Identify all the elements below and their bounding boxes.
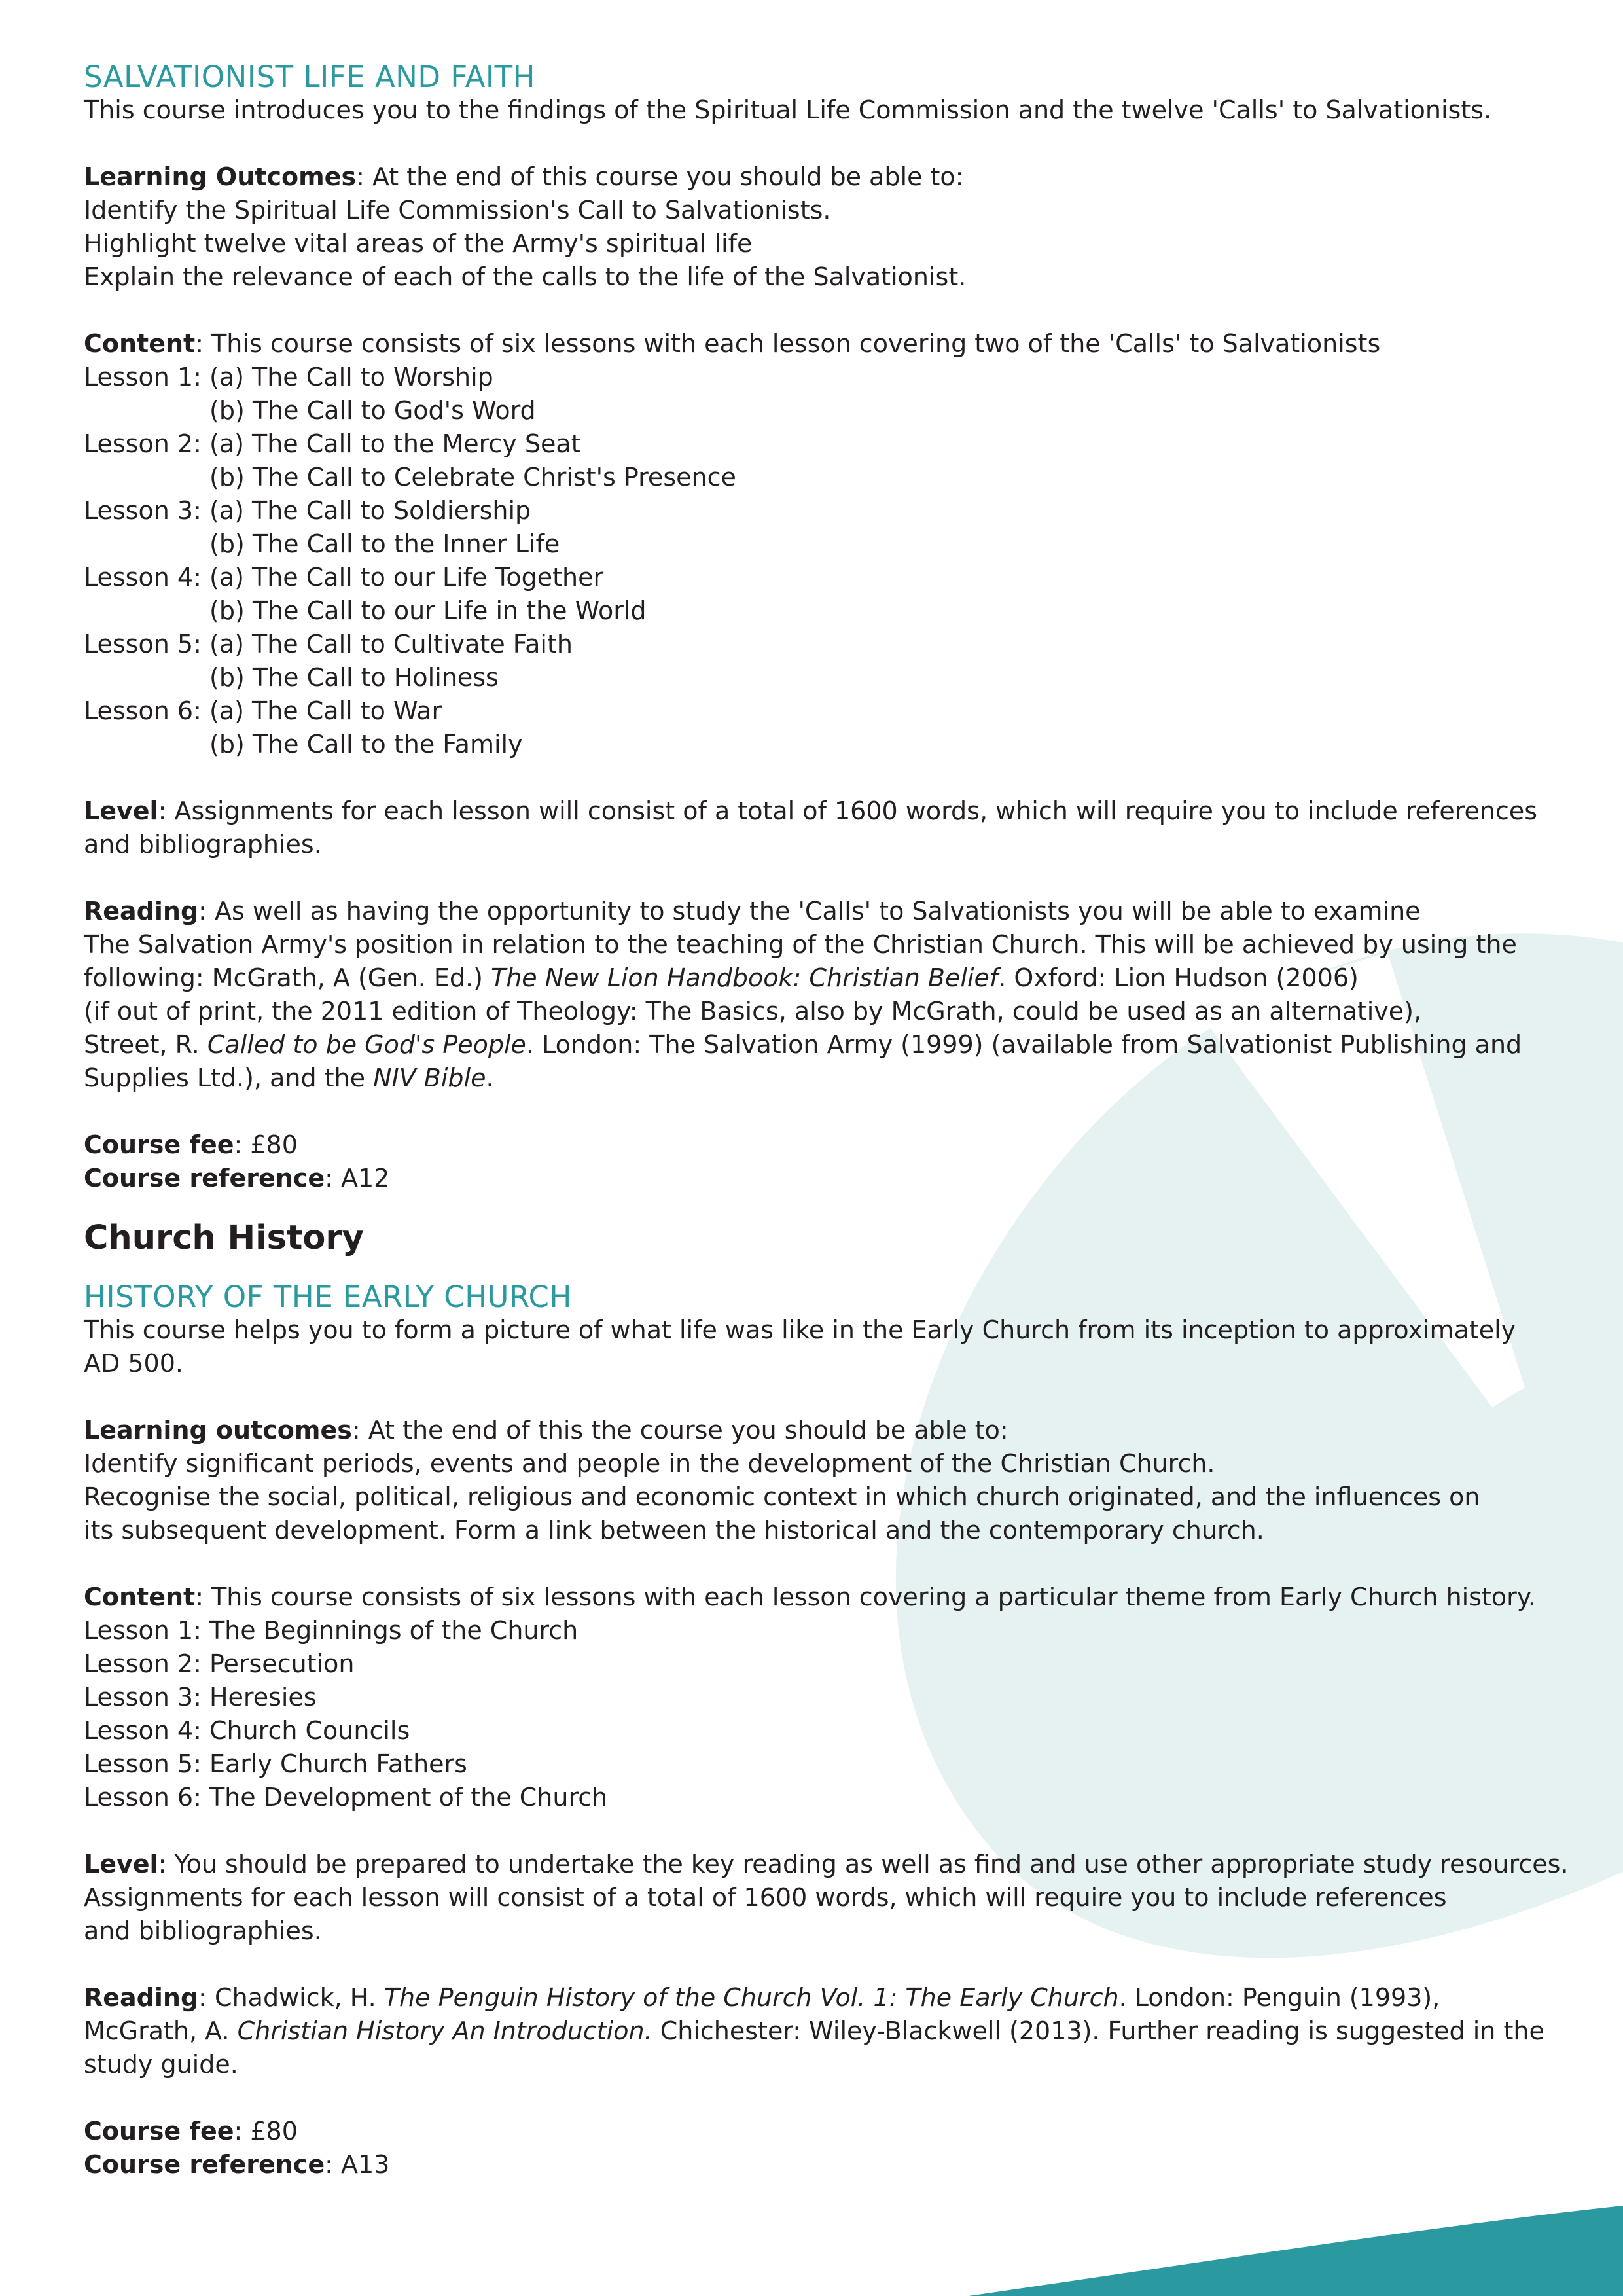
lesson-call-a: (a) The Call to War	[209, 696, 442, 725]
lesson-item: Lesson 4: Church Councils	[84, 1716, 410, 1745]
document-body	[84, 60, 1569, 2181]
lesson-label: Lesson 2:	[84, 429, 202, 458]
lesson-row	[84, 561, 1556, 628]
reading-line: Street, R. Called to be God's People. London: The Salvation Army (1999) (available from Salvationist Publishing and	[84, 1030, 1522, 1059]
section-title: Church History	[84, 1219, 364, 1257]
reading-label: Reading	[84, 897, 199, 925]
book-title: NIV Bible	[373, 1064, 486, 1092]
lesson-item: Lesson 1: The Beginnings of the Church	[84, 1616, 579, 1645]
content-label: Content	[84, 329, 196, 358]
level-paragraph-cont: and bibliographies.	[84, 830, 322, 859]
course-reference-label: Course reference	[84, 2150, 325, 2179]
course-reference-label: Course reference	[84, 1164, 325, 1193]
book-title: The Penguin History of the Church Vol. 1: The Early Church	[383, 1983, 1119, 2012]
course-reference-value: : A13	[325, 2150, 390, 2179]
reading-paragraph: Reading: As well as having the opportunity to study the 'Calls' to Salvationists you will be able to examine	[84, 897, 1421, 925]
level-paragraph: Level: You should be prepared to undertake the key reading as well as find and use other appropriate study resources.	[84, 1850, 1569, 1878]
lesson-call-a: (a) The Call to Cultivate Faith	[209, 630, 573, 658]
reading-line: McGrath, A. Christian History An Introduction. Chichester: Wiley-Blackwell (2013). Further reading is suggested in the	[84, 2017, 1544, 2045]
course-intro-cont: AD 500.	[84, 1349, 183, 1378]
course-fee-value: : £80	[234, 1130, 298, 1159]
course-reference-value: : A12	[325, 1164, 390, 1193]
lesson-call-b: (b) The Call to the Inner Life	[209, 529, 560, 558]
lesson-label: Lesson 4:	[84, 563, 202, 592]
lesson-row	[84, 427, 1556, 494]
content-label: Content	[84, 1583, 196, 1611]
lesson-label: Lesson 5:	[84, 630, 202, 658]
lesson-call-b: (b) The Call to the Family	[209, 730, 523, 759]
lesson-item: Lesson 3: Heresies	[84, 1683, 317, 1712]
lesson-item: Lesson 2: Persecution	[84, 1649, 355, 1678]
lesson-item: Lesson 6: The Development of the Church	[84, 1783, 608, 1812]
reading-line: (if out of print, the 2011 edition of Theology: The Basics, also by McGrath, could be used as an alternative),	[84, 997, 1422, 1026]
level-paragraph-cont: and bibliographies.	[84, 1916, 322, 1945]
course-fee-label: Course fee	[84, 2117, 234, 2145]
lesson-call-b: (b) The Call to our Life in the World	[209, 596, 647, 625]
reading-line: following: McGrath, A (Gen. Ed.) The New Lion Handbook: Christian Belief. Oxford: Lion Hudson (2006)	[84, 963, 1359, 992]
reading-paragraph: Reading: Chadwick, H. The Penguin History of the Church Vol. 1: The Early Church. London: Penguin (1993),	[84, 1983, 1440, 2012]
content-intro: Content: This course consists of six lessons with each lesson covering a particular theme from Early Church history.	[84, 1583, 1536, 1611]
learning-outcomes-label: Learning Outcomes	[84, 162, 357, 191]
level-label: Level	[84, 797, 158, 825]
lesson-row	[84, 628, 1556, 694]
level-paragraph: Level: Assignments for each lesson will consist of a total of 1600 words, which will require you to include references	[84, 797, 1538, 825]
course-fee-label: Course fee	[84, 1130, 234, 1159]
lesson-call-a: (a) The Call to the Mercy Seat	[209, 429, 581, 458]
level-paragraph-cont: Assignments for each lesson will consist of a total of 1600 words, which will require you to include references	[84, 1883, 1447, 1912]
lesson-call-b: (b) The Call to God's Word	[209, 396, 536, 425]
learning-outcomes-intro: Learning outcomes: At the end of this the course you should be able to:	[84, 1416, 1008, 1444]
lesson-call-a: (a) The Call to Worship	[209, 363, 493, 391]
lesson-item: Lesson 5: Early Church Fathers	[84, 1749, 467, 1778]
book-title: Called to be God's People	[207, 1030, 526, 1059]
reading-label: Reading	[84, 1983, 199, 2012]
outcome-item: its subsequent development. Form a link between the historical and the contemporary church.	[84, 1516, 1264, 1545]
course-intro: This course helps you to form a picture of what life was like in the Early Church from its inception to approximately	[84, 1316, 1516, 1344]
lesson-label: Lesson 3:	[84, 496, 202, 525]
lesson-call-b: (b) The Call to Celebrate Christ's Presence	[209, 463, 736, 492]
lesson-call-a: (a) The Call to our Life Together	[209, 563, 604, 592]
lesson-label: Lesson 6:	[84, 696, 202, 725]
reading-line: Supplies Ltd.), and the NIV Bible.	[84, 1064, 494, 1092]
level-label: Level	[84, 1850, 158, 1878]
lesson-call-a: (a) The Call to Soldiership	[209, 496, 531, 525]
outcome-item: Identify the Spiritual Life Commission's Call to Salvationists.	[84, 196, 831, 224]
outcome-item: Explain the relevance of each of the calls to the life of the Salvationist.	[84, 262, 967, 291]
reading-line: study guide.	[84, 2050, 238, 2079]
course-heading-early-church: HISTORY OF THE EARLY CHURCH	[84, 1280, 572, 1314]
reading-line: The Salvation Army's position in relation to the teaching of the Christian Church. This will be achieved by using the	[84, 930, 1517, 959]
lesson-row	[84, 361, 1556, 427]
course-intro: This course introduces you to the findings of the Spiritual Life Commission and the twelve 'Calls' to Salvationists.	[84, 96, 1492, 124]
outcome-item: Highlight twelve vital areas of the Army's spiritual life	[84, 229, 753, 258]
course-fee-value: : £80	[234, 2117, 298, 2145]
course-fee	[84, 1128, 1556, 1162]
learning-outcomes-label: Learning outcomes	[84, 1416, 352, 1444]
lesson-label: Lesson 1:	[84, 363, 202, 391]
course-reference	[84, 1162, 1556, 1195]
course-reference	[84, 2148, 1556, 2181]
bottom-wave	[969, 2206, 1623, 2296]
outcome-item: Recognise the social, political, religious and economic context in which church originated, and the influences on	[84, 1482, 1480, 1511]
course-fee	[84, 2115, 1556, 2148]
learning-outcomes-intro: Learning Outcomes: At the end of this course you should be able to:	[84, 162, 964, 191]
lesson-row	[84, 694, 1556, 761]
lesson-call-b: (b) The Call to Holiness	[209, 663, 499, 692]
book-title: The New Lion Handbook: Christian Belief	[490, 963, 999, 992]
lesson-row	[84, 494, 1556, 561]
content-intro: Content: This course consists of six lessons with each lesson covering two of the 'Calls' to Salvationists	[84, 329, 1381, 358]
outcome-item: Identify significant periods, events and people in the development of the Christian Church.	[84, 1449, 1215, 1478]
course-heading-salvationist: SALVATIONIST LIFE AND FAITH	[84, 60, 535, 94]
book-title: Christian History An Introduction.	[237, 2017, 652, 2045]
